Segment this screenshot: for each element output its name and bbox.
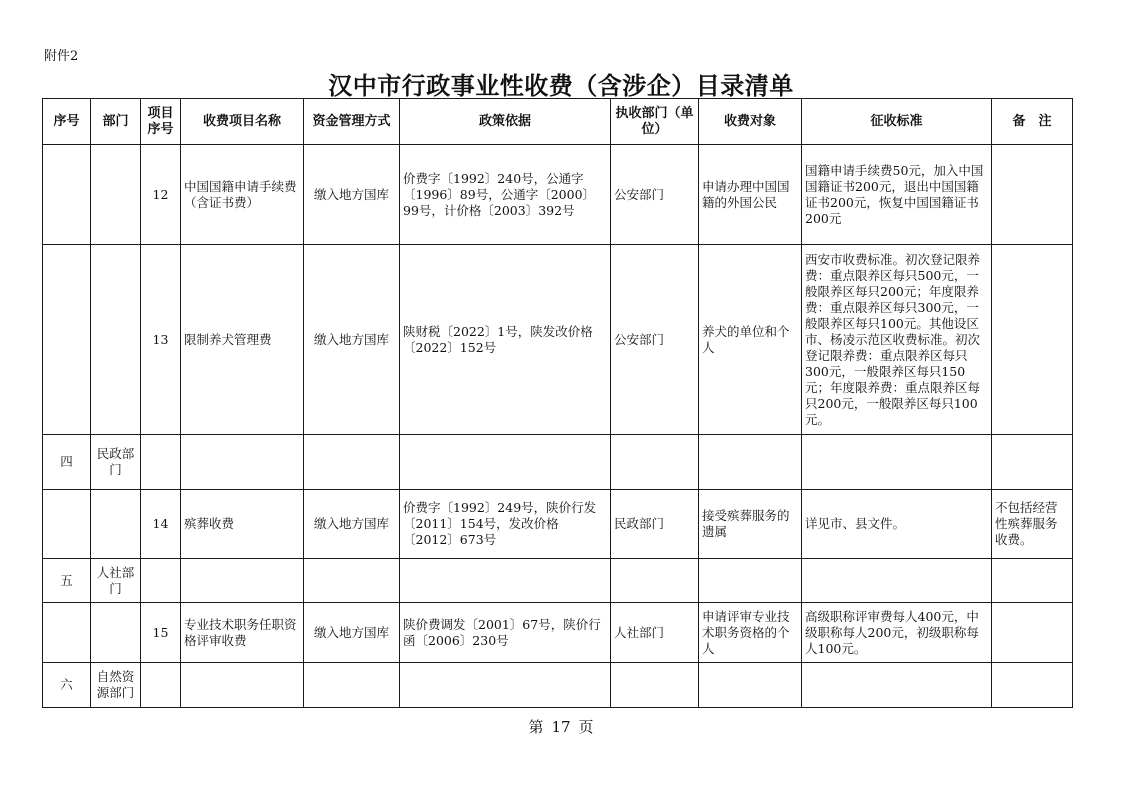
cell-seq — [43, 490, 91, 559]
cell-policy — [400, 435, 611, 490]
cell-item-no: 13 — [141, 245, 181, 435]
cell-target: 申请办理中国国籍的外国公民 — [699, 145, 802, 245]
header-remark: 备 注 — [992, 99, 1073, 145]
cell-agency — [611, 435, 699, 490]
header-fund: 资金管理方式 — [304, 99, 400, 145]
cell-remark — [992, 559, 1073, 603]
cell-fund: 缴入地方国库 — [304, 490, 400, 559]
cell-item-no: 12 — [141, 145, 181, 245]
header-standard: 征收标准 — [802, 99, 992, 145]
cell-policy — [400, 559, 611, 603]
cell-name: 限制养犬管理费 — [181, 245, 304, 435]
page-prefix: 第 — [528, 718, 544, 736]
cell-target — [699, 435, 802, 490]
header-name: 收费项目名称 — [181, 99, 304, 145]
cell-name — [181, 663, 304, 708]
cell-seq — [43, 603, 91, 663]
cell-remark — [992, 603, 1073, 663]
cell-standard — [802, 559, 992, 603]
table-row — [43, 603, 1073, 663]
cell-seq — [43, 245, 91, 435]
header-agency: 执收部门（单位） — [611, 99, 699, 145]
cell-name — [181, 435, 304, 490]
cell-name — [181, 559, 304, 603]
cell-dept — [91, 603, 141, 663]
cell-seq: 四 — [43, 435, 91, 490]
cell-policy: 价费字〔1992〕240号，公通字〔1996〕89号，公通字〔2000〕99号，计价格〔2003〕392号 — [400, 145, 611, 245]
cell-policy: 价费字〔1992〕249号，陕价行发〔2011〕154号，发改价格〔2012〕673号 — [400, 490, 611, 559]
page-title: 汉中市行政事业性收费（含涉企）目录清单 — [328, 72, 794, 100]
cell-remark — [992, 663, 1073, 708]
cell-item-no — [141, 435, 181, 490]
table-row — [43, 145, 1073, 245]
cell-item-no — [141, 663, 181, 708]
table-row — [43, 245, 1073, 435]
cell-policy: 陕价费调发〔2001〕67号，陕价行函〔2006〕230号 — [400, 603, 611, 663]
cell-item-no: 14 — [141, 490, 181, 559]
cell-target — [699, 559, 802, 603]
table-row — [43, 490, 1073, 559]
cell-standard: 详见市、县文件。 — [802, 490, 992, 559]
cell-dept — [91, 490, 141, 559]
cell-target — [699, 663, 802, 708]
cell-target: 养犬的单位和个人 — [699, 245, 802, 435]
cell-agency — [611, 559, 699, 603]
fee-catalog-table — [42, 98, 1073, 708]
category-row — [43, 435, 1073, 490]
header-target: 收费对象 — [699, 99, 802, 145]
cell-dept: 人社部门 — [91, 559, 141, 603]
cell-standard: 高级职称评审费每人400元，中级职称每人200元，初级职称每人100元。 — [802, 603, 992, 663]
cell-item-no: 15 — [141, 603, 181, 663]
cell-remark — [992, 145, 1073, 245]
table-header-row — [43, 99, 1073, 145]
cell-agency: 人社部门 — [611, 603, 699, 663]
cell-standard — [802, 663, 992, 708]
header-seq: 序号 — [43, 99, 91, 145]
cell-dept: 自然资源部门 — [91, 663, 141, 708]
header-policy: 政策依据 — [400, 99, 611, 145]
cell-name: 殡葬收费 — [181, 490, 304, 559]
cell-standard — [802, 435, 992, 490]
cell-policy — [400, 663, 611, 708]
cell-item-no — [141, 559, 181, 603]
category-row — [43, 663, 1073, 708]
cell-remark — [992, 435, 1073, 490]
cell-agency: 公安部门 — [611, 145, 699, 245]
cell-name: 专业技术职务任职资格评审收费 — [181, 603, 304, 663]
cell-fund — [304, 435, 400, 490]
cell-policy: 陕财税〔2022〕1号，陕发改价格〔2022〕152号 — [400, 245, 611, 435]
cell-fund: 缴入地方国库 — [304, 245, 400, 435]
cell-seq — [43, 145, 91, 245]
header-dept: 部门 — [91, 99, 141, 145]
cell-remark — [992, 245, 1073, 435]
cell-agency — [611, 663, 699, 708]
cell-seq: 五 — [43, 559, 91, 603]
page-value: 17 — [551, 718, 571, 736]
cell-standard: 西安市收费标准。初次登记限养费：重点限养区每只500元，一般限养区每只200元；年度限养费：重点限养区每只300元，一般限养区每只100元。其他设区市、杨凌示范区收费标准。初次登记限养费：重点限养区每只300元，一般限养区每只150元；年度限养费：重点限养区每只200元，一般限养区每只100元。 — [802, 245, 992, 435]
page-number — [0, 716, 1122, 737]
cell-target: 接受殡葬服务的遗属 — [699, 490, 802, 559]
cell-dept — [91, 145, 141, 245]
cell-fund — [304, 559, 400, 603]
page-suffix: 页 — [578, 718, 594, 736]
cell-target: 申请评审专业技术职务资格的个人 — [699, 603, 802, 663]
cell-fund: 缴入地方国库 — [304, 603, 400, 663]
cell-dept — [91, 245, 141, 435]
cell-fund: 缴入地方国库 — [304, 145, 400, 245]
cell-dept: 民政部门 — [91, 435, 141, 490]
header-item-no: 项目序号 — [141, 99, 181, 145]
cell-remark: 不包括经营性殡葬服务收费。 — [992, 490, 1073, 559]
attachment-label: 附件2 — [44, 49, 79, 64]
cell-seq: 六 — [43, 663, 91, 708]
cell-standard: 国籍申请手续费50元，加入中国国籍证书200元，退出中国国籍证书200元，恢复中国国籍证书200元 — [802, 145, 992, 245]
cell-agency: 公安部门 — [611, 245, 699, 435]
cell-fund — [304, 663, 400, 708]
cell-agency: 民政部门 — [611, 490, 699, 559]
cell-name: 中国国籍申请手续费（含证书费） — [181, 145, 304, 245]
category-row — [43, 559, 1073, 603]
